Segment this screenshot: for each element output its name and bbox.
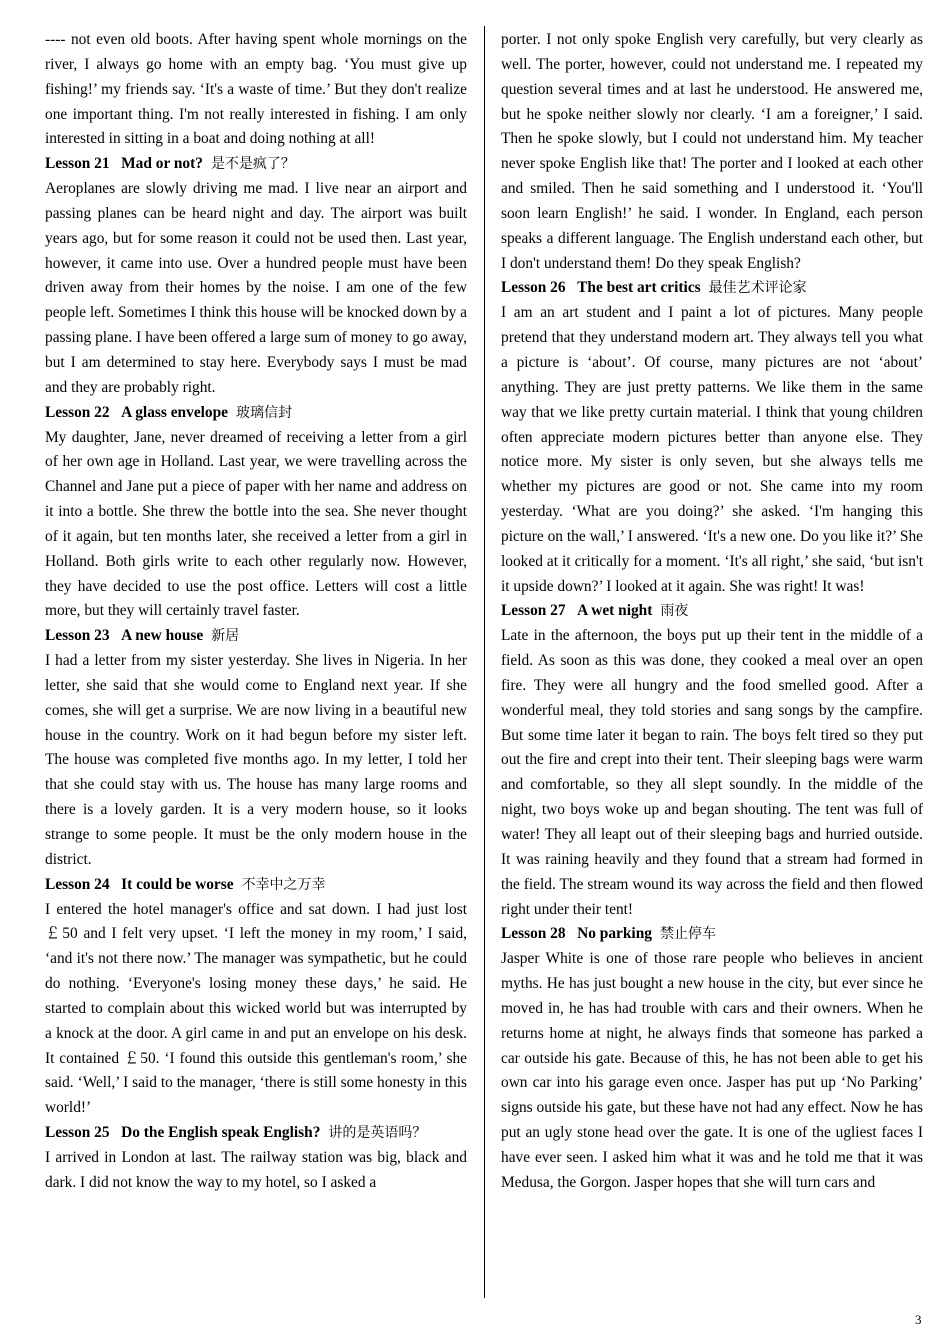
lesson-body: Jasper White is one of those rare people who believes in ancient myths. He has just bought a new house in the city, but ever since he moved in, he has had trouble with cars and their owners. When he returns home at night, he always finds that someone has parked a car outside his gate. Because of this, he has not been able to get his own car into his garage even once. Jasper has put up ‘No Parking’ signs outside his gate, but these have not had any effect. Now he has put an ugly stone head over the gate. It is one of the ugliest faces I have ever seen. I asked him what it was and he told me that it was Medusa, the Gorgon. Jasper hopes that she will turn cars and: [501, 950, 923, 1191]
lesson-title-chinese: 讲的是英语吗？: [328, 1125, 427, 1142]
lesson-body: I am an art student and I paint a lot of pictures. Many people pretend that they understand modern art. They always tell you what a picture is ‘about’. Of course, many pictures are not ‘about’ anything. They are just pretty patterns. We like them in the same way that we like pretty curtain material. I think that young children often appreciate modern pictures better than anyone else. They notice more. My sister is only seven, but she always tells me whether my pictures are good or not. She came into my room yesterday. ‘What are you doing?’ she asked. ‘I'm hanging this picture on the wall,’ I answered. ‘It's a new one. Do you like it?’ She looked at it critically for a moment. ‘It's all right,’ she said, ‘but isn't it upside down?’ I looked at it again. She was right! It was!: [501, 304, 923, 595]
lesson-title: Mad or not?: [121, 155, 203, 173]
lesson-title: A wet night: [577, 602, 653, 620]
lesson-body: I had a letter from my sister yesterday. She lives in Nigeria. In her letter, she said that she would come to England next year. If she comes, she will get a surprise. We are now living in a beautiful new house in the country. Work on it had begun before my sister left. The house was completed five months ago. In my letter, I told her that she could stay with us. The house has many large rooms and there is a lovely garden. It is a very modern house, so it looks strange to some people. It must be the only modern house in the district.: [45, 652, 467, 868]
lesson-title: A glass envelope: [121, 403, 229, 421]
lesson-number: Lesson 28: [501, 925, 566, 943]
page-number: 3: [915, 1312, 922, 1327]
lesson-number: Lesson 22: [45, 403, 110, 421]
lesson-body: My daughter, Jane, never dreamed of receiving a letter from a girl of her own age in Holland. Last year, we were travelling across the Channel and Jane put a piece of paper with her name and address on it into a bottle. She threw the bottle into the sea. She never thought of it again, but ten months later, she received a letter from a girl in Holland. Both girls write to each other regularly now. However, they have decided to use the post office. Letters will cost a little more, but they will certainly travel faster.: [45, 428, 467, 620]
lesson-body: I arrived in London at last. The railway station was big, black and dark. I did not know the way to my hotel, so I asked a: [45, 1148, 467, 1191]
lesson-heading: [45, 624, 467, 649]
lesson-title-chinese: 禁止停车: [659, 926, 716, 943]
continued-text: ---- not even old boots. After having spent whole mornings on the river, I always go home with an empty bag. ‘You must give up fishing!’ my friends say. ‘It's a waste of time.’ But they don't realize one important thing. I'm not really interested in fishing. I am only interested in sitting in a boat and doing nothing at all!: [45, 31, 467, 148]
lesson-title: The best art critics: [577, 279, 701, 297]
right-column: [501, 28, 923, 1196]
lesson-number: Lesson 27: [501, 602, 566, 620]
lesson-heading: [501, 276, 923, 301]
lesson-number: Lesson 21: [45, 155, 110, 173]
lesson-heading: [45, 873, 467, 898]
lesson-number: Lesson 26: [501, 279, 566, 297]
lesson-heading: [45, 401, 467, 426]
column-divider: [484, 26, 485, 1298]
lesson-number: Lesson 24: [45, 875, 110, 893]
lesson-title-chinese: 雨夜: [660, 603, 689, 620]
lesson-title-chinese: 不幸中之万幸: [241, 876, 326, 893]
lesson-heading: [45, 152, 467, 177]
lesson-title-chinese: 最佳艺术评论家: [708, 280, 807, 297]
lesson-title: It could be worse: [121, 875, 234, 893]
lesson-body: Late in the afternoon, the boys put up their tent in the middle of a field. As soon as this was done, they cooked a meal over an open fire. They were all hungry and the food smelled good. After a wonderful meal, they told stories and sang songs by the campfire. But some time later it began to rain. The boys felt tired so they put out the fire and crept into their tent. Their sleeping bags were warm and comfortable, so they all slept soundly. In the middle of the night, two boys woke up and began shouting. The tent was full of water! They all leapt out of their sleeping bags and hurried outside. It was raining heavily and they found that a stream had formed in the field. The stream wound its way across the field and then flowed right under their tent!: [501, 627, 923, 918]
lesson-body: Aeroplanes are slowly driving me mad. I live near an airport and passing planes can be heard night and day. The airport was built years ago, but for some reason it could not be used then. Last year, however, it came into use. Over a hundred people must have been driven away from their homes by the noise. I am one of the few people left. Sometimes I think this house will be knocked down by a passing plane. I have been offered a large sum of money to go away, but I am determined to stay here. Everybody says I must be mad and they are probably right.: [45, 180, 467, 396]
lesson-title-chinese: 是不是疯了？: [210, 156, 295, 173]
lesson-heading: [501, 922, 923, 947]
lesson-title: Do the English speak English?: [121, 1124, 321, 1142]
lesson-title: A new house: [121, 627, 204, 645]
lesson-number: Lesson 23: [45, 627, 110, 645]
left-column: [45, 28, 467, 1196]
lesson-body: I entered the hotel manager's office and sat down. I had just lost ￡50 and I felt very upset. ‘I left the money in my room,’ I said, ‘and it's not there now.’ The manager was sympathetic, but he could do nothing. ‘Everyone's losing money these days,’ he said. He started to complain about this wicked world but was interrupted by a knock at the door. A girl came in and put an envelope on his desk. It contained ￡50. ‘I found this outside this gentleman's room,’ she said. ‘Well,’ I said to the manager, ‘there is still some honesty in this world!’: [45, 900, 467, 1117]
continued-text: porter. I not only spoke English very carefully, but very clearly as well. The porter, however, could not understand me. I repeated my question several times and at last he understood. He answered me, but he spoke neither slowly nor clearly. ‘I am a foreigner,’ I said. Then he spoke slowly, but I could not understand him. My teacher never spoke English like that! The porter and I looked at each other and smiled. Then he said something and I understood it. ‘You'll soon learn English!’ he said. I wonder. In England, each person speaks a different language. The English understand each other, but I don't understand them! Do they speak English?: [501, 31, 923, 272]
lesson-number: Lesson 25: [45, 1124, 110, 1142]
lesson-title: No parking: [577, 925, 652, 943]
lesson-heading: [45, 1121, 467, 1146]
lesson-heading: [501, 599, 923, 624]
lesson-title-chinese: 玻璃信封: [236, 404, 293, 421]
lesson-title-chinese: 新居: [211, 628, 240, 645]
